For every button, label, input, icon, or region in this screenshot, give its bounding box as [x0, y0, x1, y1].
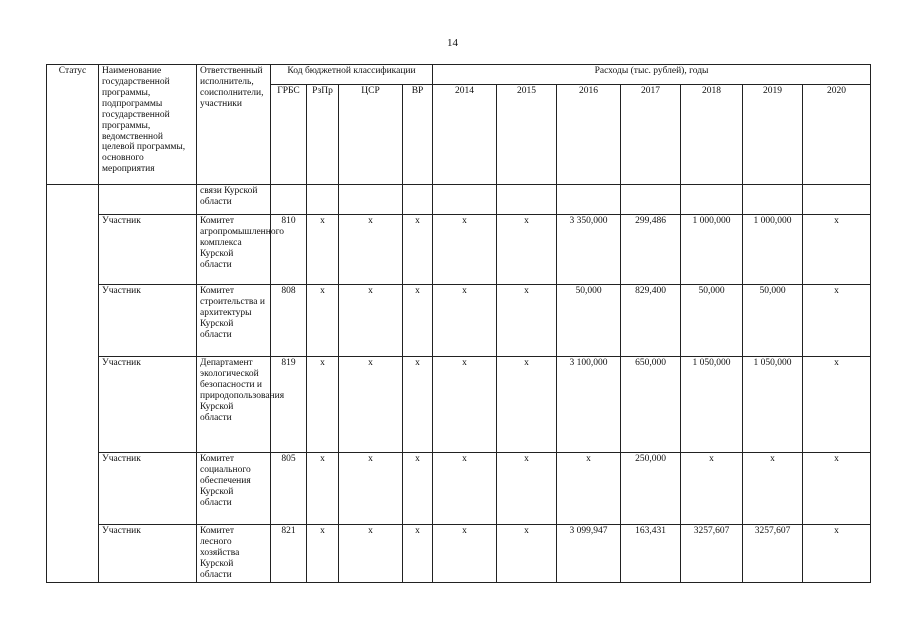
row-value-2016: 3 350,000 — [557, 215, 621, 285]
empty-cell — [497, 185, 557, 215]
row-value-2016: 50,000 — [557, 285, 621, 357]
empty-cell — [681, 185, 743, 215]
row-value-2018: 1 000,000 — [681, 215, 743, 285]
header-executor: Ответственный исполнитель, соисполнители, участники — [197, 65, 271, 185]
row-value-2015: x — [497, 285, 557, 357]
row-value-2020: x — [803, 285, 871, 357]
row-value-2017: 299,486 — [621, 215, 681, 285]
row-value-2017: 829,400 — [621, 285, 681, 357]
row-executor: Департамент экологической безопасности и природопользования Курской области — [197, 357, 271, 453]
row-vr: x — [403, 525, 433, 583]
row-value-2017: 163,431 — [621, 525, 681, 583]
row-csr: x — [339, 525, 403, 583]
row-value-2018: 1 050,000 — [681, 357, 743, 453]
header-year-2014: 2014 — [433, 85, 497, 185]
row-value-2020: x — [803, 525, 871, 583]
row-value-2017: 650,000 — [621, 357, 681, 453]
header-budget-code-group: Код бюджетной классификации — [271, 65, 433, 85]
row-rzpr: x — [307, 525, 339, 583]
row-value-2014: x — [433, 357, 497, 453]
row-vr: x — [403, 285, 433, 357]
row-value-2019: 50,000 — [743, 285, 803, 357]
row-executor: Комитет социального обеспечения Курской области — [197, 453, 271, 525]
header-year-2017: 2017 — [621, 85, 681, 185]
row-grbs: 808 — [271, 285, 307, 357]
table-row — [47, 525, 871, 583]
header-year-2015: 2015 — [497, 85, 557, 185]
table-row — [47, 285, 871, 357]
row-executor: Комитет строительства и архитектуры Курской области — [197, 285, 271, 357]
row-value-2014: x — [433, 453, 497, 525]
row-value-2014: x — [433, 285, 497, 357]
row-executor: Комитет лесного хозяйства Курской области — [197, 525, 271, 583]
row-csr: x — [339, 215, 403, 285]
header-code-vr: ВР — [403, 85, 433, 185]
row-grbs: 805 — [271, 453, 307, 525]
row-status: Участник — [99, 215, 197, 285]
empty-cell — [307, 185, 339, 215]
row-value-2015: x — [497, 453, 557, 525]
empty-cell — [621, 185, 681, 215]
continuation-executor: связи Курской области — [197, 185, 271, 215]
header-expenses-group: Расходы (тыс. рублей), годы — [433, 65, 871, 85]
row-value-2019: 1 000,000 — [743, 215, 803, 285]
row-rzpr: x — [307, 215, 339, 285]
row-value-2019: 1 050,000 — [743, 357, 803, 453]
header-year-2018: 2018 — [681, 85, 743, 185]
header-year-2020: 2020 — [803, 85, 871, 185]
table-row — [47, 357, 871, 453]
row-value-2018: x — [681, 453, 743, 525]
row-vr: x — [403, 215, 433, 285]
name-cell-empty — [99, 185, 197, 215]
empty-cell — [339, 185, 403, 215]
row-value-2016: x — [557, 453, 621, 525]
empty-cell — [557, 185, 621, 215]
row-rzpr: x — [307, 285, 339, 357]
header-name: Наименование государственной программы, подпрограммы государственной программы, ведомственной целевой программы, основного мероприятия — [99, 65, 197, 185]
row-value-2014: x — [433, 215, 497, 285]
row-executor: Комитет агропромышленного комплекса Курской области — [197, 215, 271, 285]
row-status: Участник — [99, 357, 197, 453]
row-grbs: 819 — [271, 357, 307, 453]
row-value-2015: x — [497, 357, 557, 453]
row-grbs: 810 — [271, 215, 307, 285]
empty-cell — [433, 185, 497, 215]
header-year-2016: 2016 — [557, 85, 621, 185]
row-value-2018: 3257,607 — [681, 525, 743, 583]
row-value-2016: 3 100,000 — [557, 357, 621, 453]
row-value-2020: x — [803, 453, 871, 525]
row-status: Участник — [99, 453, 197, 525]
empty-cell — [403, 185, 433, 215]
row-csr: x — [339, 453, 403, 525]
empty-cell — [803, 185, 871, 215]
row-value-2019: x — [743, 453, 803, 525]
page-number: 14 — [447, 37, 458, 49]
header-code-csr: ЦСР — [339, 85, 403, 185]
row-value-2018: 50,000 — [681, 285, 743, 357]
row-value-2020: x — [803, 357, 871, 453]
row-status: Участник — [99, 285, 197, 357]
empty-cell — [271, 185, 307, 215]
row-rzpr: x — [307, 357, 339, 453]
empty-cell — [743, 185, 803, 215]
row-vr: x — [403, 357, 433, 453]
status-cell-empty — [47, 185, 99, 583]
row-vr: x — [403, 453, 433, 525]
continuation-row — [47, 185, 871, 215]
table-row — [47, 453, 871, 525]
row-value-2015: x — [497, 215, 557, 285]
header-year-2019: 2019 — [743, 85, 803, 185]
header-code-rzpr: РзПр — [307, 85, 339, 185]
row-value-2019: 3257,607 — [743, 525, 803, 583]
row-grbs: 821 — [271, 525, 307, 583]
header-code-grbs: ГРБС — [271, 85, 307, 185]
row-value-2015: x — [497, 525, 557, 583]
budget-table — [46, 64, 871, 583]
row-value-2020: x — [803, 215, 871, 285]
row-csr: x — [339, 285, 403, 357]
row-value-2017: 250,000 — [621, 453, 681, 525]
row-value-2016: 3 099,947 — [557, 525, 621, 583]
row-rzpr: x — [307, 453, 339, 525]
row-csr: x — [339, 357, 403, 453]
row-value-2014: x — [433, 525, 497, 583]
table-row — [47, 215, 871, 285]
row-status: Участник — [99, 525, 197, 583]
header-status: Статус — [47, 65, 99, 185]
